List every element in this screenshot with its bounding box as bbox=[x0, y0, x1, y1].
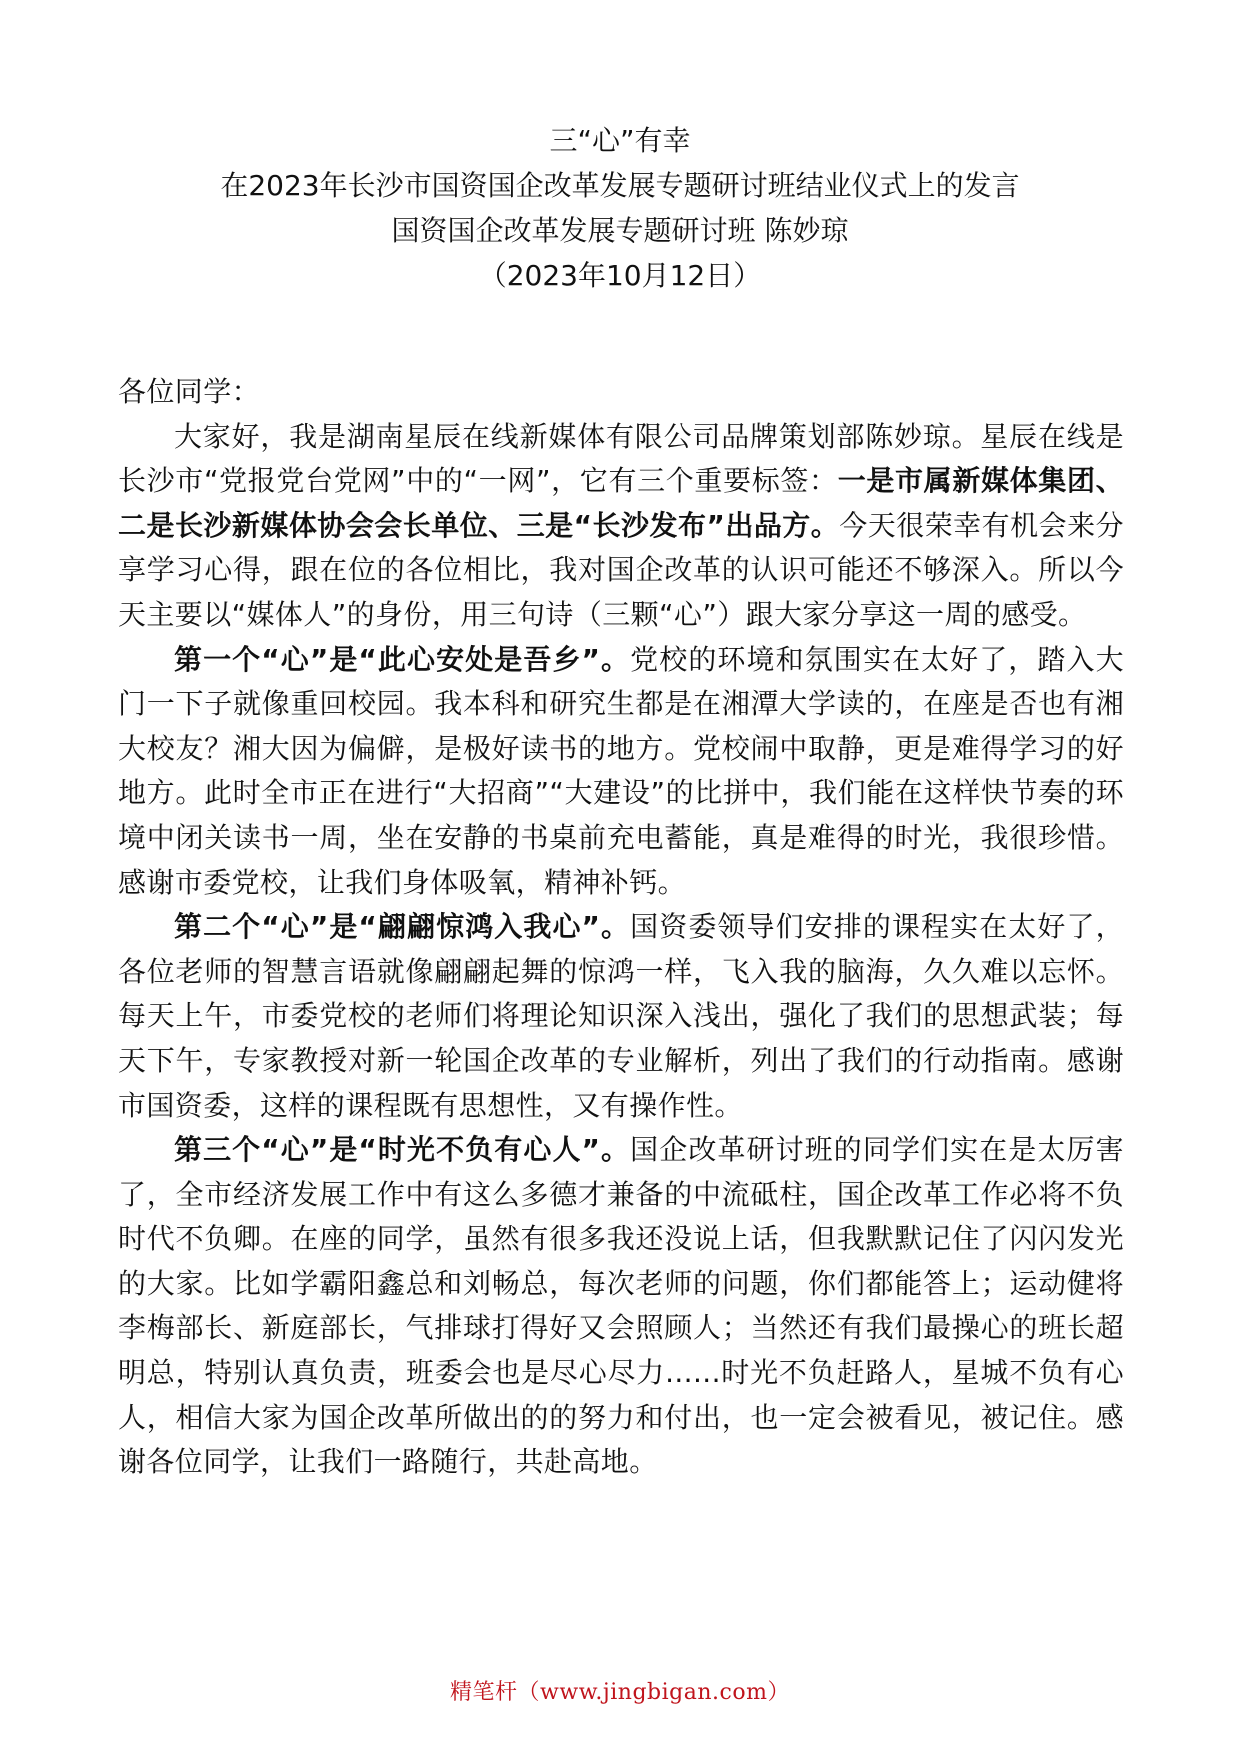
paragraph-first-heart bbox=[118, 638, 1124, 906]
third-heart-heading: 第三个“心”是“时光不负有心人”。 bbox=[174, 1133, 631, 1167]
document-title: 三“心”有幸 bbox=[549, 124, 691, 157]
document-body bbox=[118, 370, 1124, 1485]
intro-text-end: 今天很荣幸有机会来分享学习心得，跟在位的各位相比，我对国企改革的认识可能还不够深入。所以今天主要以“媒体人”的身份，用三句诗（三颗“心”）跟大家分享这一周的感受。 bbox=[118, 508, 1124, 631]
paragraph-intro bbox=[118, 415, 1124, 638]
document-header bbox=[0, 118, 1240, 298]
second-heart-heading: 第二个“心”是“翩翩惊鸿入我心”。 bbox=[174, 910, 631, 944]
third-heart-text: 国企改革研讨班的同学们实在是太厉害了，全市经济发展工作中有这么多德才兼备的中流砥柱，国企改革工作必将不负时代不负卿。在座的同学，虽然有很多我还没说上话，但我默默记住了闪闪发光的大家。比如学霸阳鑫总和刘畅总，每次老师的问题，你们都能答上；运动健将李梅部长、新庭部长，气排球打得好又会照顾人；当然还有我们最操心的班长超明总，特别认真负责，班委会也是尽心尽力......时光不负赶路人，星城不负有心人，相信大家为国企改革所做出的的努力和付出，也一定会被看见，被记住。感谢各位同学，让我们一路随行，共赴高地。 bbox=[118, 1133, 1124, 1479]
author-line: 国资国企改革发展专题研讨班 陈妙琼 bbox=[391, 214, 849, 247]
paragraph-third-heart bbox=[118, 1128, 1124, 1485]
first-heart-text: 党校的环境和氛围实在太好了，踏入大门一下子就像重回校园。我本科和研究生都是在湘潭大学读的，在座是否也有湘大校友？湘大因为偏僻，是极好读书的地方。党校闹中取静，更是难得学习的好地方。此时全市正在进行“大招商”“大建设”的比拼中，我们能在这样快节奏的环境中闭关读书一周，坐在安静的书桌前充电蓄能，真是难得的时光，我很珍惜。感谢市委党校，让我们身体吸氧，精神补钙。 bbox=[118, 642, 1124, 899]
intro-text-start: 大家好，我是湖南星辰在线新媒体有限公司品牌策划部陈妙琼。星辰在线是长沙市“党报党台党网”中的“一网”，它有三个重要标签： bbox=[118, 419, 1124, 498]
salutation: 各位同学： bbox=[118, 375, 261, 408]
second-heart-text: 国资委领导们安排的课程实在太好了，各位老师的智慧言语就像翩翩起舞的惊鸿一样，飞入我的脑海，久久难以忘怀。每天上午，市委党校的老师们将理论知识深入浅出，强化了我们的思想武装；每天下午，专家教授对新一轮国企改革的专业解析，列出了我们的行动指南。感谢市国资委，这样的课程既有思想性，又有操作性。 bbox=[118, 910, 1124, 1122]
watermark-footer: 精笔杆（www.jingbigan.com） bbox=[450, 1680, 790, 1705]
paragraph-second-heart bbox=[118, 905, 1124, 1128]
document-date: （2023年10月12日） bbox=[478, 259, 762, 292]
first-heart-heading: 第一个“心”是“此心安处是吾乡”。 bbox=[174, 642, 631, 676]
document-subtitle: 在2023年长沙市国资国企改革发展专题研讨班结业仪式上的发言 bbox=[220, 169, 1020, 202]
intro-labels-bold: 一是市属新媒体集团、二是长沙新媒体协会会长单位、三是“长沙发布”出品方。 bbox=[118, 464, 1124, 542]
